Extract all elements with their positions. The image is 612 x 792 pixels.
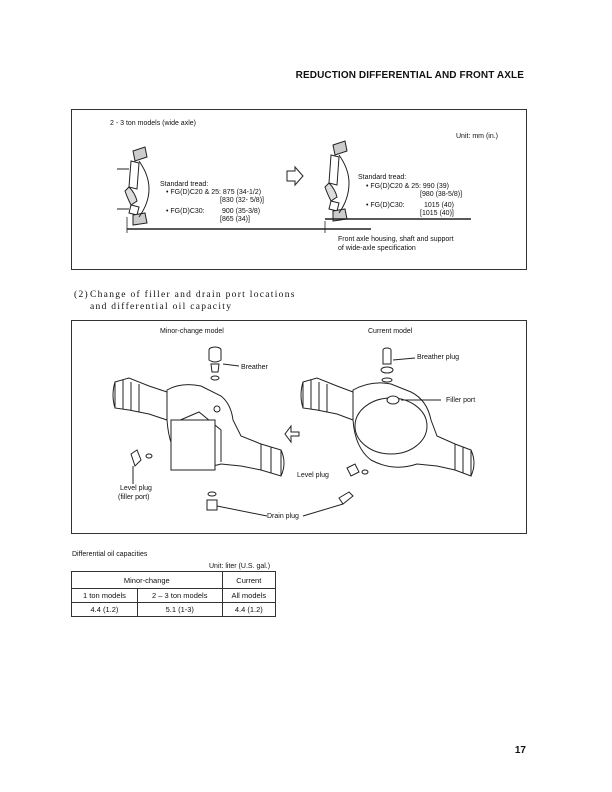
right-tread-line1b: [980 (38-5/8)]	[420, 191, 463, 198]
unit-label: Unit: mm (in.)	[456, 133, 498, 140]
transition-arrow-icon	[287, 167, 303, 185]
left-tread-line1: • FG(D)C20 & 25: 875 (34-1/2)	[166, 189, 262, 196]
value-all-models: 4.4 (1.2)	[222, 603, 275, 617]
model-heading: 2 - 3 ton models (wide axle)	[110, 120, 196, 127]
left-tread-line1b: [830 (32- 5/8)]	[220, 197, 264, 204]
value-2-3ton: 5.1 (1-3)	[137, 603, 222, 617]
capacities-unit: Unit: liter (U.S. gal.)	[209, 563, 271, 570]
filler-port-label: Filler port	[446, 397, 476, 404]
level-plug-filler-label-1: Level plug	[120, 485, 152, 492]
figure1-caption-line2: of wide-axle specification	[338, 245, 416, 252]
capacities-title: Differential oil capacities	[72, 551, 148, 558]
oil-capacity-table	[71, 571, 276, 617]
minor-change-title: Minor-change model	[160, 328, 224, 335]
right-tread-line1: • FG(D)C20 & 25: 990 (39)	[366, 183, 449, 190]
level-plug-label: Level plug	[297, 472, 329, 479]
left-tread-line2-value: 900 (35-3/8)	[222, 208, 261, 215]
page-header: REDUCTION DIFFERENTIAL AND FRONT AXLE	[295, 70, 524, 81]
section-heading	[74, 289, 314, 315]
breather-label: Breather	[241, 364, 268, 371]
right-tread-line2b: [1015 (40)]	[420, 210, 454, 217]
table-row	[72, 589, 276, 603]
current-housing-drawing	[301, 348, 474, 516]
right-tread-line2-label: • FG(D)C30:	[366, 202, 405, 209]
breather-plug-label: Breather plug	[417, 354, 460, 361]
right-tread-title: Standard tread:	[358, 174, 407, 181]
table-row	[72, 572, 276, 589]
drain-plug-label: Drain plug	[267, 513, 299, 520]
left-tread-title: Standard tread:	[160, 181, 209, 188]
level-plug-filler-label-2: (filler port)	[118, 494, 150, 501]
header-current: Current	[222, 572, 275, 589]
figure1-caption-line1: Front axle housing, shaft and support	[338, 236, 454, 243]
right-tread-line2-value: 1015 (40)	[424, 202, 454, 209]
wide-axle-drawing	[71, 109, 525, 268]
section-title: Change of filler and drain port locations and differential oil capacity	[90, 290, 296, 312]
current-model-title: Current model	[368, 328, 413, 335]
sub-all-models: All models	[222, 589, 275, 603]
header-minor-change: Minor-change	[72, 572, 223, 589]
left-tread-line2b: [865 (34)]	[220, 216, 250, 223]
sub-2-3ton: 2 – 3 ton models	[137, 589, 222, 603]
value-1ton: 4.4 (1.2)	[72, 603, 138, 617]
sub-1ton: 1 ton models	[72, 589, 138, 603]
comparison-arrow-icon	[285, 426, 299, 442]
section-number: (2)	[74, 290, 89, 300]
table-row	[72, 603, 276, 617]
page-number: 17	[514, 745, 526, 756]
left-tread-line2-label: • FG(D)C30:	[166, 208, 205, 215]
